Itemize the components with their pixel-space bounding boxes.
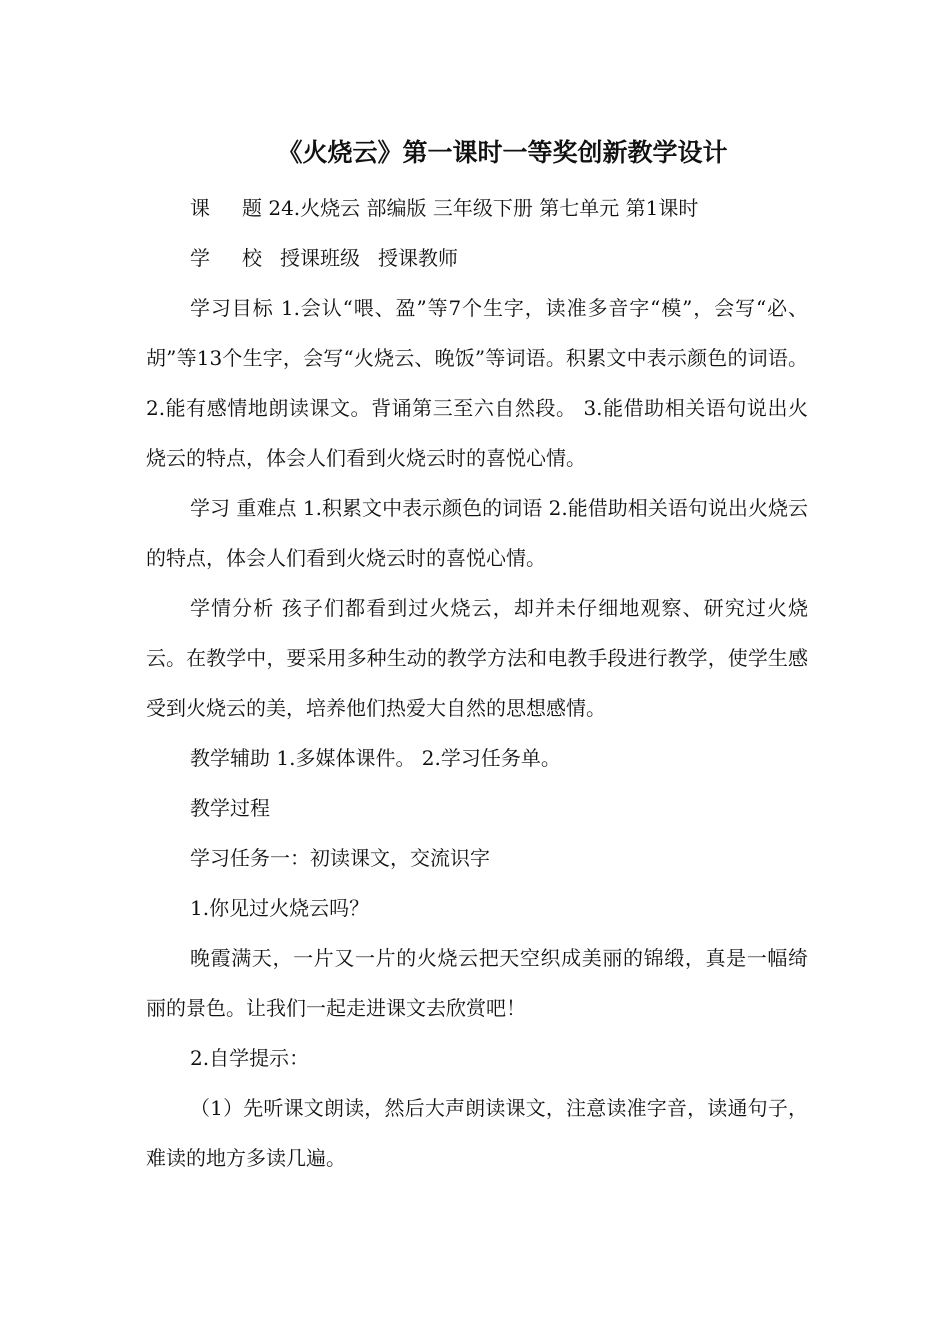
document-title: 《火烧云》第一课时一等奖创新教学设计 [277, 138, 728, 167]
question-1-text: 晚霞满天，一片又一片的火烧云把天空织成美丽的锦缎，真是一幅绮丽的景色。让我们一起走进课文去欣赏吧！ [146, 946, 808, 1020]
objectives-paragraph [146, 283, 808, 483]
key-points-paragraph [146, 483, 808, 583]
course-label-b: 题 [242, 196, 262, 220]
question-2: 2.自学提示： [190, 1046, 310, 1070]
document-body [146, 183, 808, 1183]
school-label-b: 校 [242, 246, 262, 270]
objectives-text: 1.会认“喂、盈”等7个生字，读准多音字“模”，会写“必、胡”等13个生字，会写“火烧云、晚饭”等词语。积累文中表示颜色的词语。 2.能有感情地朗读课文。背诵第三至六自然段。 3.能借助相关语句说出火烧云的特点，体会人们看到火烧云时的喜悦心情。 [146, 296, 809, 470]
question-2-item-1: （1）先听课文朗读，然后大声朗读课文，注意读准字音，读通句子，难读的地方多读几遍。 [146, 1096, 808, 1170]
school-line [146, 233, 808, 283]
aids-paragraph [146, 733, 808, 783]
question-1: 1.你见过火烧云吗？ [190, 896, 370, 920]
analysis-paragraph [146, 583, 808, 733]
course-value: 24.火烧云 部编版 三年级下册 第七单元 第1课时 [268, 196, 699, 220]
analysis-text: 孩子们都看到过火烧云，却并未仔细地观察、研究过火烧云。在教学中，要采用多种生动的教学方法和电教手段进行教学，使学生感受到火烧云的美，培养他们热爱大自然的思想感情。 [146, 596, 809, 720]
task1-heading: 学习任务一：初读课文，交流识字 [190, 846, 490, 870]
aids-text: 1.多媒体课件。 2.学习任务单。 [276, 746, 561, 770]
course-label-a: 课 [190, 196, 210, 220]
objectives-label: 学习目标 [190, 296, 274, 320]
class-label: 授课班级 [280, 246, 360, 270]
process-heading: 教学过程 [190, 796, 270, 820]
analysis-label: 学情分析 [190, 596, 275, 620]
key-points-label: 学习 重难点 [190, 496, 297, 520]
school-label-a: 学 [190, 246, 210, 270]
aids-label: 教学辅助 [190, 746, 270, 770]
key-points-text: 1.积累文中表示颜色的词语 2.能借助相关语句说出火烧云的特点，体会人们看到火烧云时的喜悦心情。 [146, 496, 808, 570]
teacher-label: 授课教师 [378, 246, 458, 270]
course-line [146, 183, 808, 233]
